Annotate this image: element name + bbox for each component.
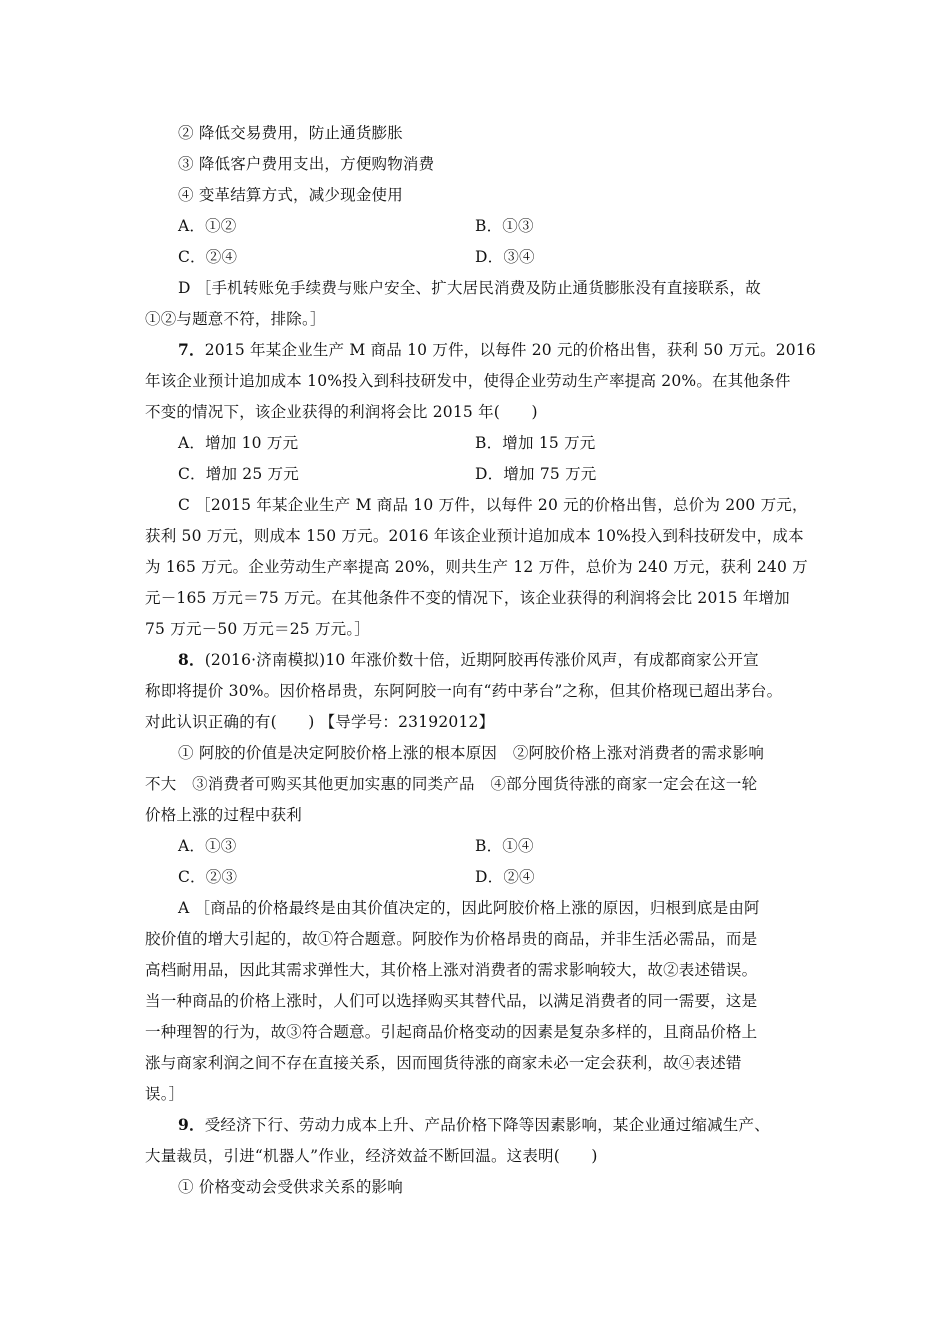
q9-stem-line-2: 大量裁员，引进“机器人”作业，经济效益不断回温。这表明( ): [145, 1147, 598, 1165]
q8-number: 8．: [178, 650, 205, 669]
q7-stem-text-1: 2015 年某企业生产 M 商品 10 万件，以每件 20 元的价格出售，获利 50 万元。2016: [204, 341, 816, 359]
q6-choice-b: B．①③: [475, 217, 534, 235]
q8-stem-line-2: 称即将提价 30%。因价格昂贵，东阿阿胶一向有“药中茅台”之称，但其价格现已超出茅台。: [145, 682, 783, 700]
q8-option-line-2: 不大 ③消费者可购买其他更加实惠的同类产品 ④部分囤货待涨的商家一定会在这一轮: [145, 775, 758, 793]
q8-choice-c: C．②③: [178, 868, 238, 886]
q7-stem-line-3: 不变的情况下，该企业获得的利润将会比 2015 年( ): [145, 403, 538, 421]
q8-answer-line-5: 一种理智的行为，故③符合题意。引起商品价格变动的因素是复杂多样的，且商品价格上: [145, 1023, 758, 1041]
q7-number: 7．: [178, 340, 205, 359]
q8-answer-line-4: 当一种商品的价格上涨时，人们可以选择购买其替代品，以满足消费者的同一需要，这是: [145, 992, 758, 1010]
q8-choice-d: D．②④: [475, 868, 535, 886]
q7-answer-line-3: 为 165 万元。企业劳动生产率提高 20%，则共生产 12 万件，总价为 240 万元，获利 240 万: [145, 558, 808, 576]
q8-answer-line-1: A ［商品的价格最终是由其价值决定的，因此阿胶价格上涨的原因，归根到底是由阿: [178, 899, 760, 917]
q8-choice-a: A．①③: [178, 837, 237, 855]
q8-stem-text-1: (2016·济南模拟)10 年涨价数十倍，近期阿胶再传涨价风声，有成都商家公开宣: [204, 651, 759, 669]
q7-answer-line-2: 获利 50 万元，则成本 150 万元。2016 年该企业预计追加成本 10%投入到科技研发中，成本: [145, 527, 804, 545]
q8-answer-line-7: 误。］: [145, 1085, 185, 1103]
q9-number: 9．: [178, 1115, 205, 1134]
q8-stem-line-1: [178, 650, 759, 670]
q7-choice-c: C．增加 25 万元: [178, 465, 299, 483]
q8-answer-line-6: 涨与商家利润之间不存在直接关系，因而囤货待涨的商家未必一定会获利，故④表述错: [145, 1054, 742, 1072]
q9-stem-text-1: 受经济下行、劳动力成本上升、产品价格下降等因素影响，某企业通过缩减生产、: [204, 1116, 770, 1134]
q7-answer-line-4: 元－165 万元＝75 万元。在其他条件不变的情况下，该企业获得的利润将会比 2015 年增加: [145, 589, 790, 607]
q6-option-2: ② 降低交易费用，防止通货膨胀: [178, 124, 403, 142]
q9-stem-line-1: [178, 1115, 770, 1135]
q8-stem-line-3: 对此认识正确的有( ) 【导学号：23192012】: [145, 713, 495, 731]
q6-choice-d: D．③④: [475, 248, 535, 266]
q6-answer-line-2: ①②与题意不符，排除。］: [145, 310, 326, 328]
q7-choice-a: A．增加 10 万元: [178, 434, 299, 452]
q7-choice-b: B．增加 15 万元: [475, 434, 596, 452]
q7-answer-line-1: C ［2015 年某企业生产 M 商品 10 万件，以每件 20 元的价格出售，总价为 200 万元，: [178, 496, 808, 514]
q8-option-line-1: ① 阿胶的价值是决定阿胶价格上涨的根本原因 ②阿胶价格上涨对消费者的需求影响: [178, 744, 765, 762]
q8-choice-b: B．①④: [475, 837, 534, 855]
q6-option-3: ③ 降低客户费用支出，方便购物消费: [178, 155, 435, 173]
q6-answer-line-1: D ［手机转账免手续费与账户安全、扩大居民消费及防止通货膨胀没有直接联系，故: [178, 279, 761, 297]
q8-option-line-3: 价格上涨的过程中获利: [145, 806, 303, 824]
q7-answer-line-5: 75 万元－50 万元＝25 万元。］: [145, 620, 371, 638]
q7-stem-line-2: 年该企业预计追加成本 10%投入到科技研发中，使得企业劳动生产率提高 20%。在其他条件: [145, 372, 791, 390]
q8-answer-line-2: 胶价值的增大引起的，故①符合题意。阿胶作为价格昂贵的商品，并非生活必需品，而是: [145, 930, 758, 948]
q7-stem-line-1: [178, 340, 816, 360]
q7-choice-d: D．增加 75 万元: [475, 465, 597, 483]
q6-choice-c: C．②④: [178, 248, 238, 266]
q9-option-1: ① 价格变动会受供求关系的影响: [178, 1178, 403, 1196]
q6-choice-a: A．①②: [178, 217, 237, 235]
q8-answer-line-3: 高档耐用品，因此其需求弹性大，其价格上涨对消费者的需求影响较大，故②表述错误。: [145, 961, 758, 979]
q6-option-4: ④ 变革结算方式，减少现金使用: [178, 186, 403, 204]
